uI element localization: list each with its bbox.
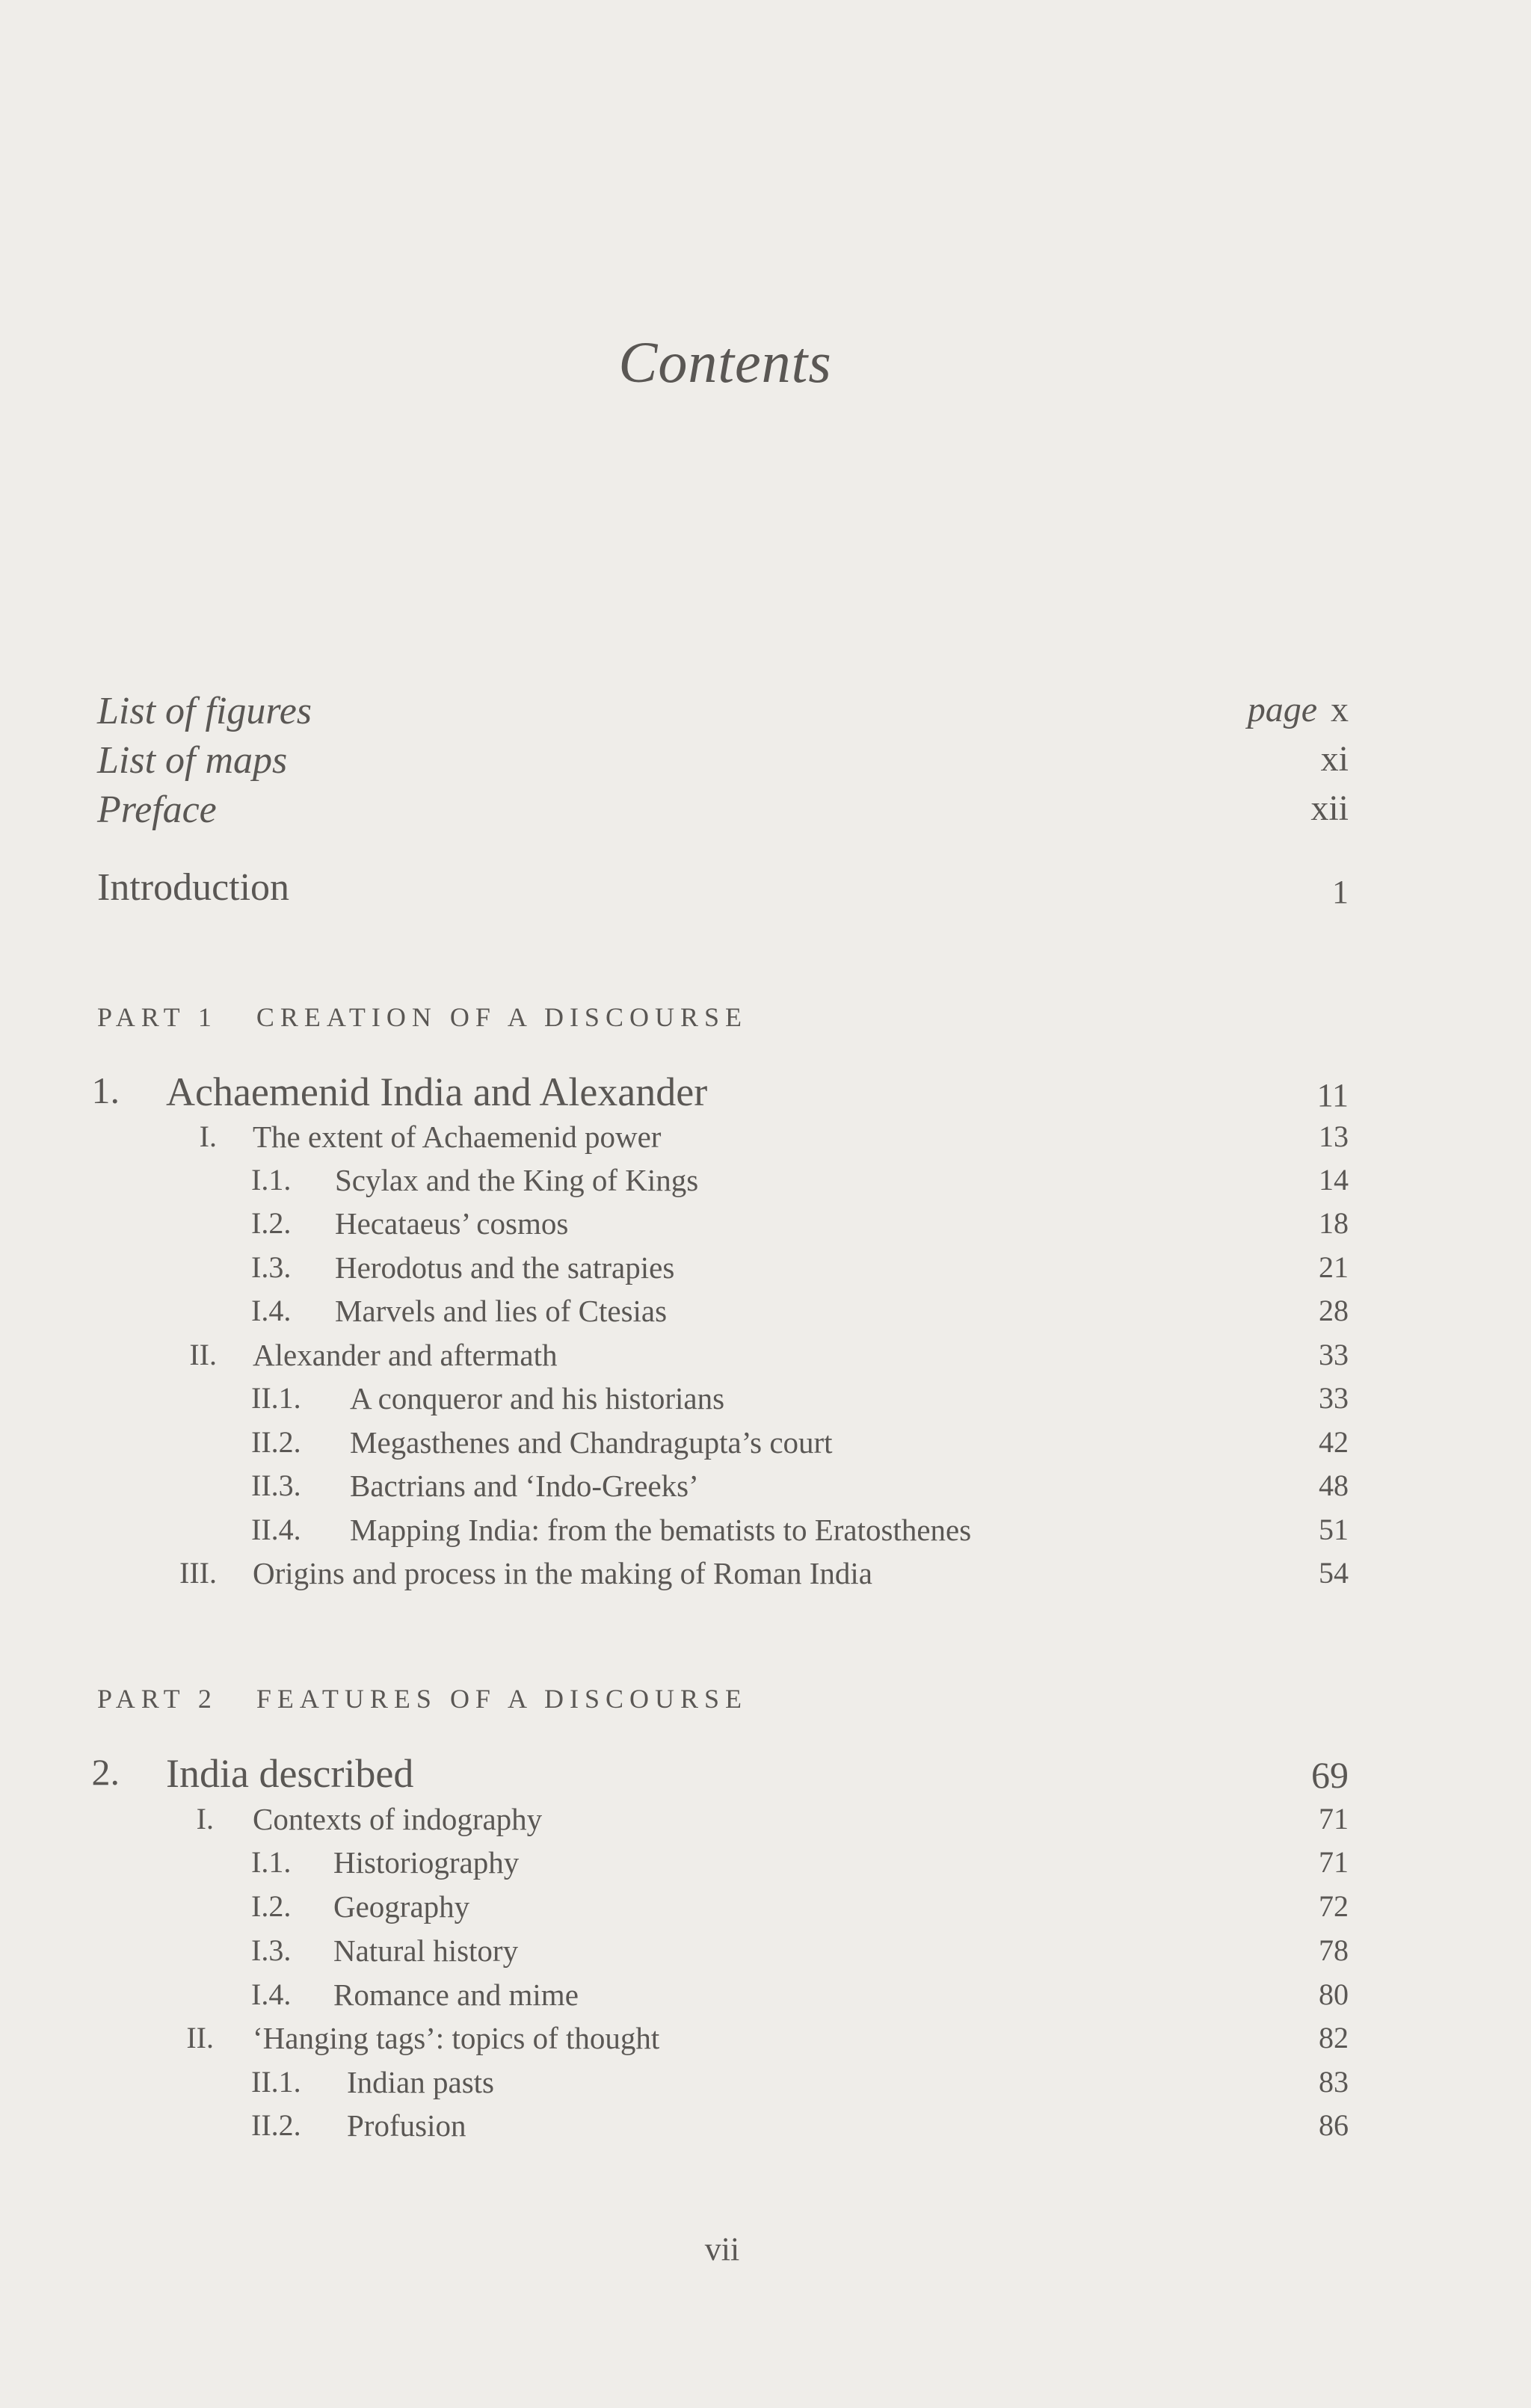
subsection-title: Indian pasts (347, 2065, 494, 2099)
toc-entry-page: 1 (1332, 874, 1349, 910)
toc-entry-page: xi (1320, 739, 1349, 779)
section-number: III. (179, 1556, 217, 1590)
chapter-title: India described (166, 1751, 414, 1796)
subsection-page: 48 (1319, 1469, 1349, 1502)
subsection-title: Herodotus and the satrapies (335, 1250, 675, 1285)
subsection-page: 83 (1319, 2065, 1349, 2099)
subsection-title: Scylax and the King of Kings (335, 1163, 699, 1197)
toc-entry-label: Preface (97, 788, 217, 831)
part-title: FEATURES OF A DISCOURSE (256, 1684, 748, 1714)
section-number: II. (186, 2021, 214, 2054)
subsection-page: 80 (1319, 1978, 1349, 2011)
section-number: I. (199, 1120, 217, 1153)
section-title: ‘Hanging tags’: topics of thought (253, 2021, 660, 2055)
subsection-page: 33 (1319, 1381, 1349, 1415)
section-page: 13 (1319, 1120, 1349, 1153)
section-title: Alexander and aftermath (253, 1338, 558, 1372)
subsection-page: 51 (1319, 1513, 1349, 1546)
subsection-page: 78 (1319, 1933, 1349, 1967)
subsection-number: II.4. (251, 1513, 301, 1546)
subsection-title: Bactrians and ‘Indo-Greeks’ (350, 1469, 699, 1503)
part-label: PART 2 (97, 1684, 218, 1714)
subsection-title: Historiography (333, 1845, 520, 1880)
subsection-number: I.2. (251, 1206, 292, 1240)
section-title: Origins and process in the making of Roman India (253, 1556, 872, 1590)
section-number: II. (189, 1338, 217, 1371)
toc-entry-page (1248, 689, 1349, 730)
subsection-page: 71 (1319, 1845, 1349, 1879)
section-number: I. (196, 1802, 214, 1836)
chapter-page: 11 (1316, 1077, 1349, 1114)
subsection-number: I.4. (251, 1978, 292, 2011)
chapter-title: Achaemenid India and Alexander (166, 1069, 708, 1114)
subsection-title: Profusion (347, 2108, 466, 2143)
subsection-number: I.4. (251, 1294, 292, 1327)
part-heading-2 (97, 1683, 748, 1714)
subsection-number: II.2. (251, 2108, 301, 2142)
subsection-title: Romance and mime (333, 1978, 579, 2012)
toc-entry-label: List of maps (97, 739, 288, 782)
subsection-title: Natural history (333, 1933, 519, 1968)
subsection-number: I.1. (251, 1845, 292, 1879)
subsection-number: I.2. (251, 1889, 292, 1923)
page-folio: vii (704, 2231, 740, 2267)
subsection-page: 86 (1319, 2108, 1349, 2142)
chapter-page: 69 (1311, 1754, 1349, 1796)
subsection-number: II.2. (251, 1425, 301, 1459)
page-title: Contents (618, 330, 832, 395)
section-title: Contexts of indography (253, 1802, 543, 1836)
subsection-title: Hecataeus’ cosmos (335, 1206, 569, 1241)
subsection-page: 14 (1319, 1163, 1349, 1197)
section-page: 71 (1319, 1802, 1349, 1836)
section-page: 33 (1319, 1338, 1349, 1371)
subsection-title: Megasthenes and Chandragupta’s court (350, 1425, 833, 1460)
subsection-page: 42 (1319, 1425, 1349, 1459)
section-page: 82 (1319, 2021, 1349, 2054)
part-label: PART 1 (97, 1002, 218, 1032)
toc-entry-label: List of figures (97, 690, 312, 732)
page-prefix: page (1247, 690, 1317, 729)
subsection-number: I.3. (251, 1933, 292, 1967)
section-page: 54 (1319, 1556, 1349, 1590)
subsection-page: 21 (1319, 1250, 1349, 1284)
toc-entry-label: Introduction (97, 866, 290, 909)
subsection-number: II.1. (251, 2065, 301, 2099)
section-title: The extent of Achaemenid power (253, 1120, 662, 1154)
subsection-title: Geography (333, 1889, 470, 1924)
subsection-page: 72 (1319, 1889, 1349, 1923)
chapter-number: 2. (91, 1751, 120, 1793)
subsection-title: Mapping India: from the bematists to Eratosthenes (350, 1513, 972, 1547)
subsection-page: 18 (1319, 1206, 1349, 1240)
page-number: x (1331, 690, 1349, 729)
subsection-page: 28 (1319, 1294, 1349, 1327)
subsection-number: I.1. (251, 1163, 292, 1197)
toc-entry-page: xii (1310, 788, 1349, 828)
part-heading-1 (97, 1001, 748, 1033)
subsection-title: A conqueror and his historians (350, 1381, 725, 1416)
chapter-number: 1. (91, 1069, 120, 1111)
subsection-number: I.3. (251, 1250, 292, 1284)
subsection-title: Marvels and lies of Ctesias (335, 1294, 668, 1328)
part-title: CREATION OF A DISCOURSE (256, 1002, 748, 1032)
subsection-number: II.3. (251, 1469, 301, 1502)
subsection-number: II.1. (251, 1381, 301, 1415)
